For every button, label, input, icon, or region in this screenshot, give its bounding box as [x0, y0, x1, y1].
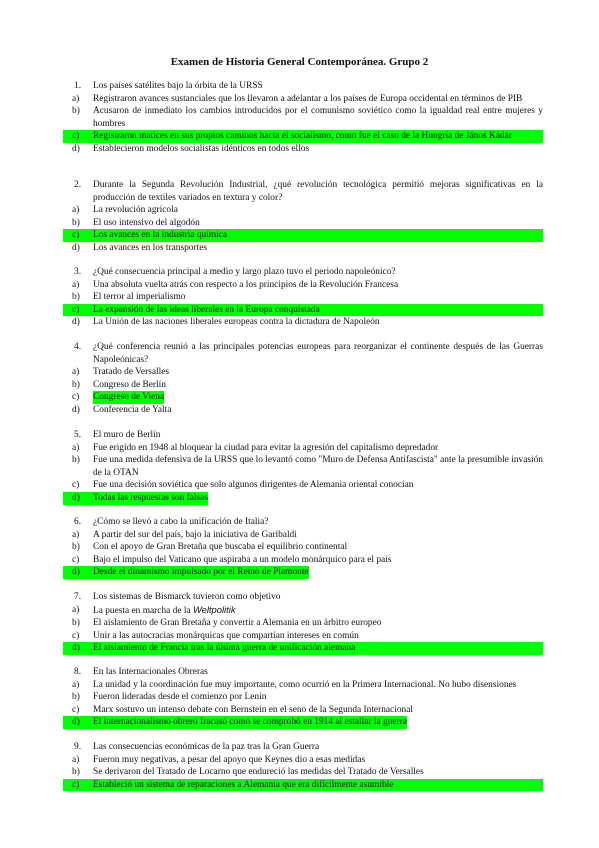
- option-text: La revolución agrícola: [93, 205, 178, 216]
- option-text: Establecieron modelos socialistas idénticos en todos ellos: [93, 143, 310, 154]
- option-letter: b): [72, 217, 80, 228]
- option-letter: a): [72, 367, 80, 378]
- option-letter: d): [63, 566, 93, 579]
- option-letter: c): [72, 392, 80, 403]
- option-text: Fueron muy negativas, a pesar del apoyo que Keynes dio a esas medidas: [93, 754, 366, 765]
- correct-answer-highlight: Todas las respuestas son falsas: [93, 492, 208, 503]
- option-text: Unir a las autocracias monárquicas que compartían intereses en común: [93, 630, 359, 641]
- correct-answer-highlight: Congreso de Viena: [93, 392, 165, 403]
- option-text: Registraron avances sustanciales que los llevaron a adelantar a los países de Europa occidental en términos de PIB: [93, 93, 523, 104]
- option-text: Fueron lideradas desde el comienzo por Lenin: [93, 692, 267, 703]
- option-text: La expansión de las ideas liberales en la Europa conquistada: [93, 304, 320, 315]
- question-text: El muro de Berlín: [93, 430, 161, 440]
- option-text: Registraron matices en sus propios caminos hacia el socialismo, como fue el caso de la Hungría de János Kádár: [93, 131, 512, 142]
- question-number: 9.: [74, 742, 82, 752]
- option-text: Con el apoyo de Gran Bretaña que buscaba el equilibrio continental: [93, 542, 348, 553]
- question-2: [63, 179, 543, 255]
- correct-answer-highlight: [63, 130, 543, 143]
- option-text: La unidad y la coordinación fue muy importante, como ocurrió en la Primera Internacional. No hubo disensiones: [93, 679, 517, 690]
- option-letter: c): [72, 630, 80, 641]
- option-letter: c): [72, 554, 80, 565]
- option-letter: a): [72, 679, 80, 690]
- option-text: Se derivaron del Tratado de Locarno que endureció las medidas del Tratado de Versalles: [93, 767, 424, 778]
- question-text: Los países satélites bajo la órbita de la URSS: [93, 81, 263, 91]
- question-7: [63, 591, 543, 655]
- option-text-lead: La puesta en marcha de la: [93, 605, 193, 616]
- question-text: Durante la Segunda Revolución Industrial, ¿qué revolución tecnológica permitió mejoras significativas en la producción de textiles variados en textura y color?: [93, 180, 543, 203]
- weltpolitik-term: Weltpolitik: [192, 603, 236, 615]
- option-text: El aislamiento de Francia tras la última guerra de unificación alemana: [93, 643, 356, 654]
- option-letter: a): [72, 442, 80, 453]
- option-letter: b): [72, 379, 80, 390]
- option-letter: b): [72, 106, 80, 117]
- correct-answer-highlight: [63, 642, 543, 655]
- option-letter: a): [72, 604, 80, 615]
- question-text: ¿Qué conferencia reunió a las principales potencias europeas para reorganizar el continente después de las Guerras Napoleónicas?: [93, 342, 543, 365]
- option-letter: a): [72, 205, 80, 216]
- exam-title: Examen de Historia General Contemporánea. Grupo 2: [170, 56, 429, 68]
- question-number: 8.: [74, 667, 82, 677]
- question-6: [63, 516, 543, 579]
- option-letter: b): [72, 542, 80, 553]
- question-8: [63, 666, 543, 729]
- question-number: 6.: [74, 517, 82, 527]
- option-letter: a): [72, 93, 80, 104]
- option-letter: c): [72, 131, 80, 142]
- option-letter: b): [72, 455, 80, 466]
- correct-answer-highlight: [63, 304, 543, 317]
- question-4: [63, 341, 543, 417]
- option-letter: b): [72, 767, 80, 778]
- question-number: 3.: [74, 267, 82, 277]
- option-letter: b): [72, 618, 80, 629]
- question-number: 2.: [74, 180, 82, 190]
- option-letter: c): [72, 230, 80, 241]
- option-letter: d): [72, 317, 80, 328]
- option-text: El aislamiento de Gran Bretaña y convertir a Alemania en un árbitro europeo: [93, 618, 382, 629]
- option-text: Estableció un sistema de reparaciones a Alemania que era difícilmente asumible: [93, 779, 394, 790]
- question-number: 7.: [74, 592, 82, 602]
- correct-answer-highlight: Desde el dinamismo impulsado por el Reino de Piamonte: [93, 567, 309, 578]
- option-letter: c): [72, 704, 80, 715]
- question-1: [63, 80, 543, 156]
- option-letter: c): [72, 779, 80, 790]
- option-letter: b): [72, 292, 80, 303]
- option-text: El uso intensivo del algodón: [93, 217, 200, 228]
- option-text: Acusaron de inmediato los cambios introducidos por el comunismo soviético como la igualdad real entre mujeres y hombres: [93, 106, 543, 129]
- option-letter: a): [72, 754, 80, 765]
- correct-answer-highlight: El internacionalismo obrero fracasó como se comprobó en 1914 al estallar la guerra: [93, 717, 407, 728]
- option-letter: d): [72, 143, 80, 154]
- option-letter: d): [72, 404, 80, 415]
- option-letter: d): [72, 242, 80, 253]
- option-text: Marx sostuvo un intenso debate con Bernstein en el seno de la Segunda Internacional: [93, 704, 413, 715]
- question-3: [63, 266, 543, 329]
- option-text: Una absoluta vuelta atrás con respecto a los principios de la Revolución Francesa: [93, 279, 399, 290]
- question-text: Las consecuencias económicas de la paz tras la Gran Guerra: [93, 742, 320, 752]
- option-letter: a): [72, 529, 80, 540]
- question-9: [63, 741, 543, 791]
- option-text: A partir del sur del país, bajo la iniciativa de Garibaldi: [93, 529, 297, 540]
- option-text: El terror al imperialismo: [93, 292, 186, 303]
- question-text: Los sistemas de Bismarck tuvieron como objetivo: [93, 592, 281, 602]
- option-text: Fue una medida defensiva de la URSS que lo levantó como "Muro de Defensa Antifascista" ante la presumible invasión de la OTAN: [93, 455, 543, 478]
- question-number: 1.: [74, 81, 82, 91]
- option-letter: c): [72, 304, 80, 315]
- option-letter: a): [72, 279, 80, 290]
- option-text: [93, 604, 543, 618]
- question-text: ¿Qué consecuencia principal a medio y largo plazo tuvo el periodo napoleónico?: [93, 267, 396, 277]
- option-letter: d): [63, 716, 93, 729]
- question-text: ¿Cómo se llevó a cabo la unificación de Italia?: [93, 517, 269, 527]
- option-text: Los avances en la industria química: [93, 230, 228, 241]
- option-letter: c): [72, 480, 80, 491]
- correct-answer-highlight: [63, 229, 543, 242]
- option-text: Bajo el impulso del Vaticano que aspiraba a un modelo monárquico para el país: [93, 554, 392, 565]
- question-5: [63, 429, 543, 505]
- option-letter: b): [72, 692, 80, 703]
- question-number: 4.: [74, 342, 82, 352]
- option-text: Fue erigido en 1948 al bloquear la ciudad para evitar la agresión del capitalismo depredador: [93, 442, 439, 453]
- option-text: Congreso de Berlín: [93, 379, 166, 390]
- option-text: Tratado de Versalles: [93, 367, 170, 378]
- option-text: Conferencia de Yalta: [93, 404, 172, 415]
- option-text: Los avances en los transportes: [93, 242, 208, 253]
- option-text: Fue una decisión soviética que solo algunos dirigentes de Alemania oriental conocían: [93, 480, 414, 491]
- option-letter: d): [72, 643, 80, 654]
- question-text: En las Internacionales Obreras: [93, 667, 208, 677]
- option-letter: d): [63, 492, 93, 505]
- option-text: La Unión de las naciones liberales europeas contra la dictadura de Napoleón: [93, 317, 380, 328]
- question-number: 5.: [74, 430, 82, 440]
- correct-answer-highlight: [63, 779, 543, 792]
